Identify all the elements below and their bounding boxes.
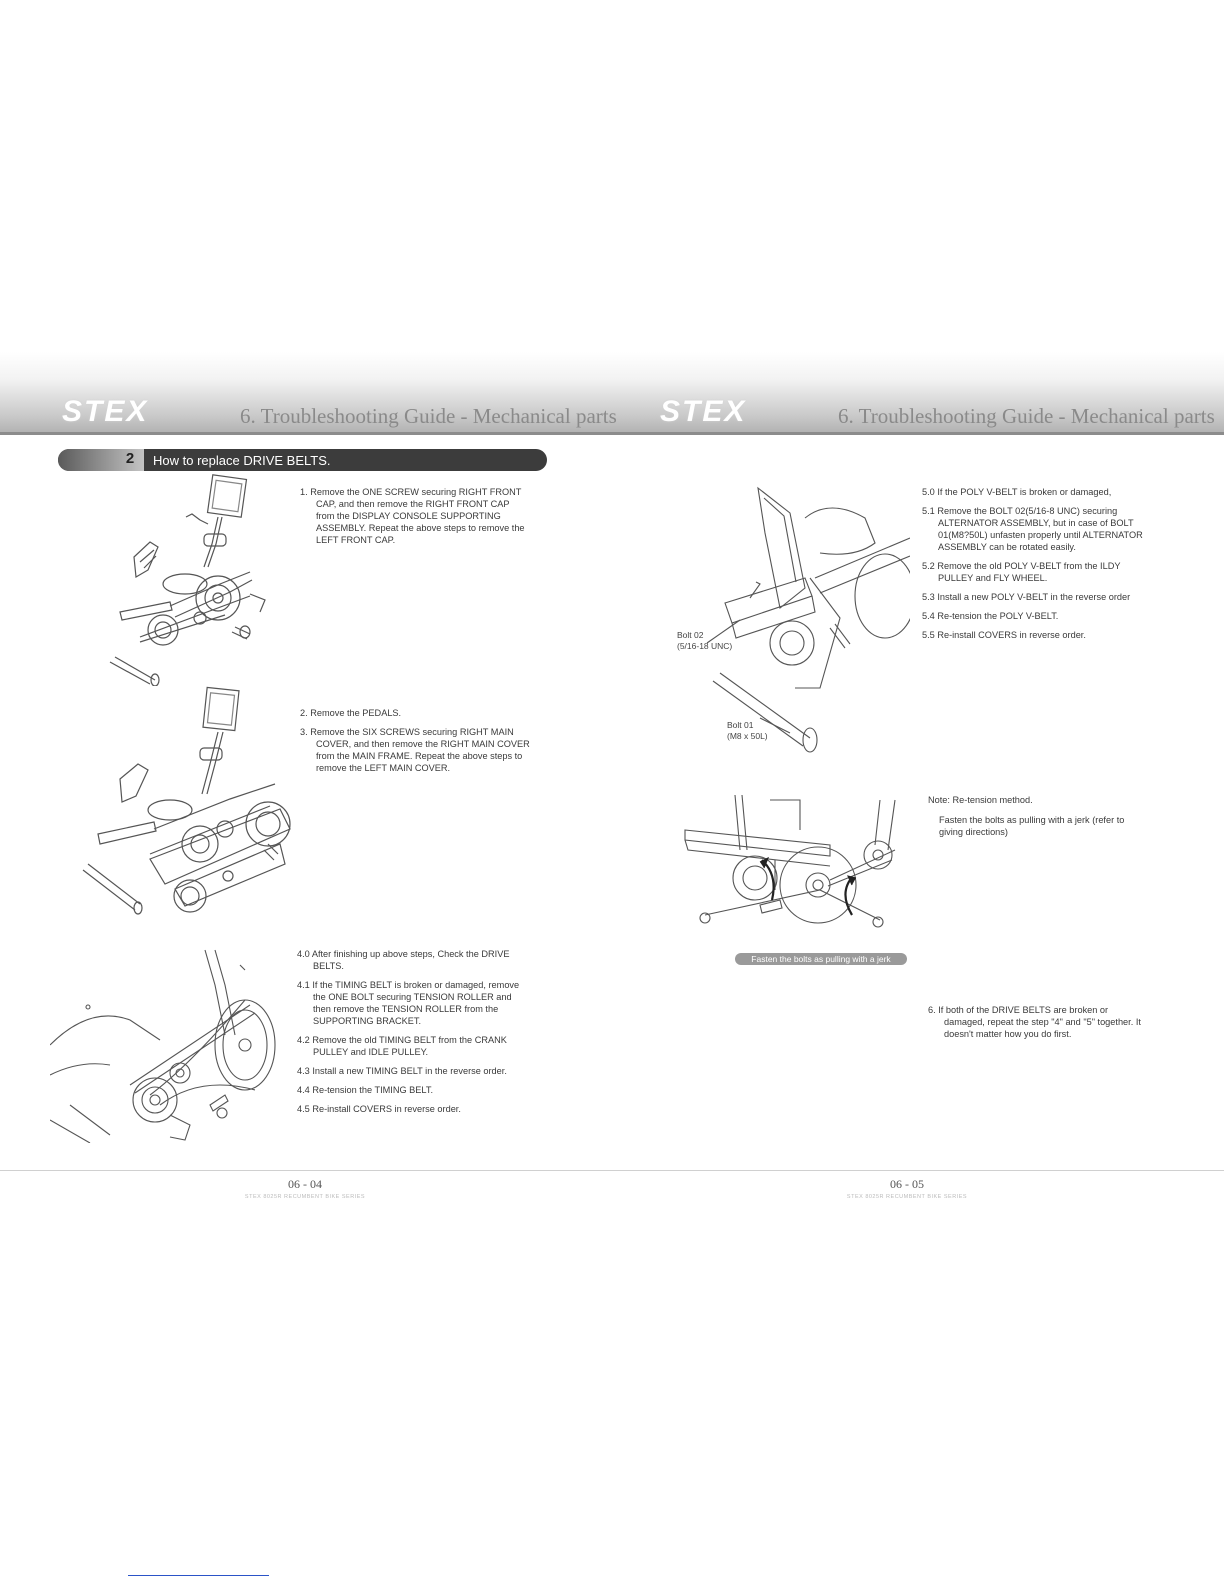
step-6: 6. If both of the DRIVE BELTS are broken or damaged, repeat the step "4" and "5" together. It doesn't matter how you do first. xyxy=(928,1005,1141,1039)
brand-logo-left: STEX xyxy=(62,395,149,428)
step-4-2: 4.2 Remove the old TIMING BELT from the CRANK PULLEY and IDLE PULLEY. xyxy=(297,1035,507,1057)
bolt01-label: Bolt 01 xyxy=(727,720,754,730)
steps-group-1 xyxy=(300,486,530,553)
steps-group-4 xyxy=(297,948,529,1122)
note-block xyxy=(928,794,1148,838)
note-text: Fasten the bolts as pulling with a jerk (refer to giving directions) xyxy=(939,815,1125,837)
header-divider xyxy=(0,432,1224,435)
note-title: Note: Re-tension method. xyxy=(928,795,1033,805)
step-4-0: 4.0 After finishing up above steps, Check the DRIVE BELTS. xyxy=(297,949,510,971)
link-underline[interactable] xyxy=(128,1575,269,1576)
figure-caption: Fasten the bolts as pulling with a jerk xyxy=(735,953,907,965)
bolt02-spec: (5/16-18 UNC) xyxy=(677,641,733,651)
bolt01-spec: (M8 x 50L) xyxy=(727,731,768,741)
bolt02-label: Bolt 02 xyxy=(677,630,704,640)
footer-series-left: STEX 8025R RECUMBENT BIKE SERIES xyxy=(244,1194,366,1200)
step-4-3: 4.3 Install a new TIMING BELT in the reverse order. xyxy=(297,1066,507,1076)
steps-group-6 xyxy=(928,1004,1150,1047)
step-4-1: 4.1 If the TIMING BELT is broken or damaged, remove the ONE BOLT securing TENSION ROLLER and then remove the TENSION ROLLER from the SUPPORTING BRACKET. xyxy=(297,980,520,1026)
poly-v-belt-figure xyxy=(680,478,910,756)
page-number-right: 06 - 05 xyxy=(890,1177,924,1191)
step-4-4: 4.4 Re-tension the TIMING BELT. xyxy=(297,1085,433,1095)
page-number-left: 06 - 04 xyxy=(288,1177,322,1191)
step-2: 2. Remove the PEDALS. xyxy=(300,708,402,718)
brand-logo-right: STEX xyxy=(660,395,747,428)
section-number: 2 xyxy=(125,450,135,467)
bike-main-cover-figure xyxy=(80,684,300,920)
step-5-3: 5.3 Install a new POLY V-BELT in the reverse order xyxy=(922,592,1131,602)
page-title-right: 6. Troubleshooting Guide - Mechanical parts xyxy=(838,404,1215,428)
steps-group-2-3 xyxy=(300,707,530,781)
steps-group-5 xyxy=(922,486,1147,648)
footer-divider xyxy=(0,1170,1224,1171)
step-4-5: 4.5 Re-install COVERS in reverse order. xyxy=(297,1104,461,1114)
re-tension-figure xyxy=(680,790,920,938)
page-title-left: 6. Troubleshooting Guide - Mechanical parts xyxy=(240,404,617,428)
step-5-1: 5.1 Remove the BOLT 02(5/16-8 UNC) securing ALTERNATOR ASSEMBLY, but in case of BOLT 01(M8?50L) unfasten properly until ALTERNATOR ASSEMBLY can be rotated easily. xyxy=(922,506,1143,552)
bike-front-cap-figure xyxy=(100,472,280,686)
step-5-0: 5.0 If the POLY V-BELT is broken or damaged, xyxy=(922,487,1112,497)
step-3: 3. Remove the SIX SCREWS securing RIGHT MAIN COVER, and then remove the RIGHT MAIN COVER from the MAIN FRAME. Repeat the above steps to remove the LEFT MAIN COVER. xyxy=(300,727,530,773)
step-5-2: 5.2 Remove the old POLY V-BELT from the ILDY PULLEY and FLY WHEEL. xyxy=(922,561,1121,583)
step-5-4: 5.4 Re-tension the POLY V-BELT. xyxy=(922,611,1059,621)
step-1: 1. Remove the ONE SCREW securing RIGHT FRONT CAP, and then remove the RIGHT FRONT CAP from the DISPLAY CONSOLE SUPPORTING ASSEMBLY. Repeat the above steps to remove the LEFT FRONT CAP. xyxy=(300,487,525,545)
timing-belt-figure xyxy=(50,945,280,1143)
step-5-5: 5.5 Re-install COVERS in reverse order. xyxy=(922,630,1086,640)
section-title: How to replace DRIVE BELTS. xyxy=(153,453,331,468)
footer-series-right: STEX 8025R RECUMBENT BIKE SERIES xyxy=(846,1194,968,1200)
